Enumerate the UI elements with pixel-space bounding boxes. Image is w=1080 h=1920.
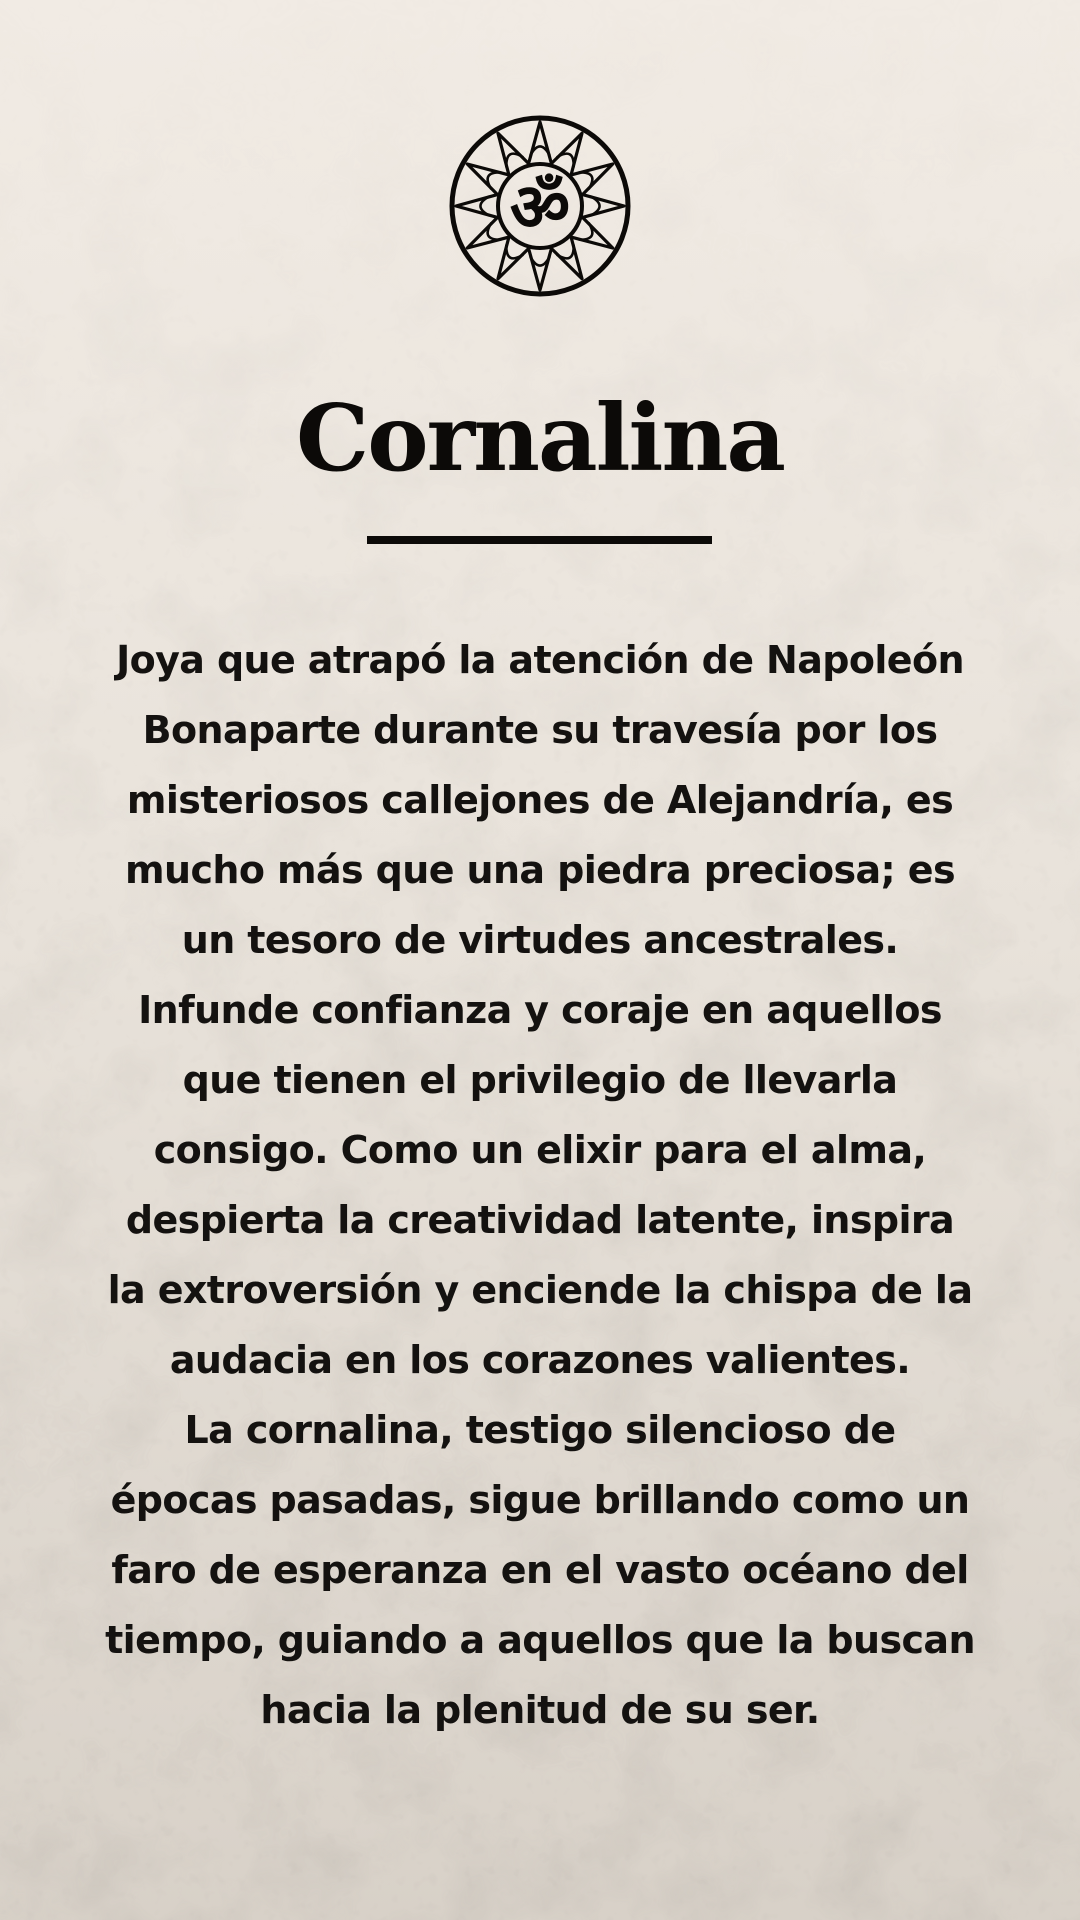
description-line: misteriosos callejones de Alejandría, es [126,778,954,822]
description-line: que tienen el privilegio de llevarla [182,1058,898,1102]
description-line: mucho más que una piedra preciosa; es [125,848,955,892]
description-line: La cornalina, testigo silencioso de [184,1408,896,1452]
svg-text:ॐ: ॐ [509,169,571,246]
description-line: un tesoro de virtudes ancestrales. [181,918,899,962]
description-line: épocas pasadas, sigue brillando como un [110,1478,970,1522]
description-line: hacia la plenitud de su ser. [260,1688,820,1732]
description-paragraph [80,625,1000,1745]
description-line: audacia en los corazones valientes. [169,1338,911,1382]
page-title: Cornalina [296,384,784,492]
description-line: Bonaparte durante su travesía por los [142,708,938,752]
description-line: Joya que atrapó la atención de Napoleón [116,638,964,682]
om-mandala-icon [447,113,633,299]
title-underline-divider [367,536,712,544]
description-line: tiempo, guiando a aquellos que la buscan [105,1618,975,1662]
description-line: Infunde confianza y coraje en aquellos [138,988,942,1032]
description-line: despierta la creatividad latente, inspira [125,1198,955,1242]
description-line: la extroversión y enciende la chispa de la [107,1268,973,1312]
description-line: consigo. Como un elixir para el alma, [153,1128,927,1172]
description-line: faro de esperanza en el vasto océano del [111,1548,969,1592]
